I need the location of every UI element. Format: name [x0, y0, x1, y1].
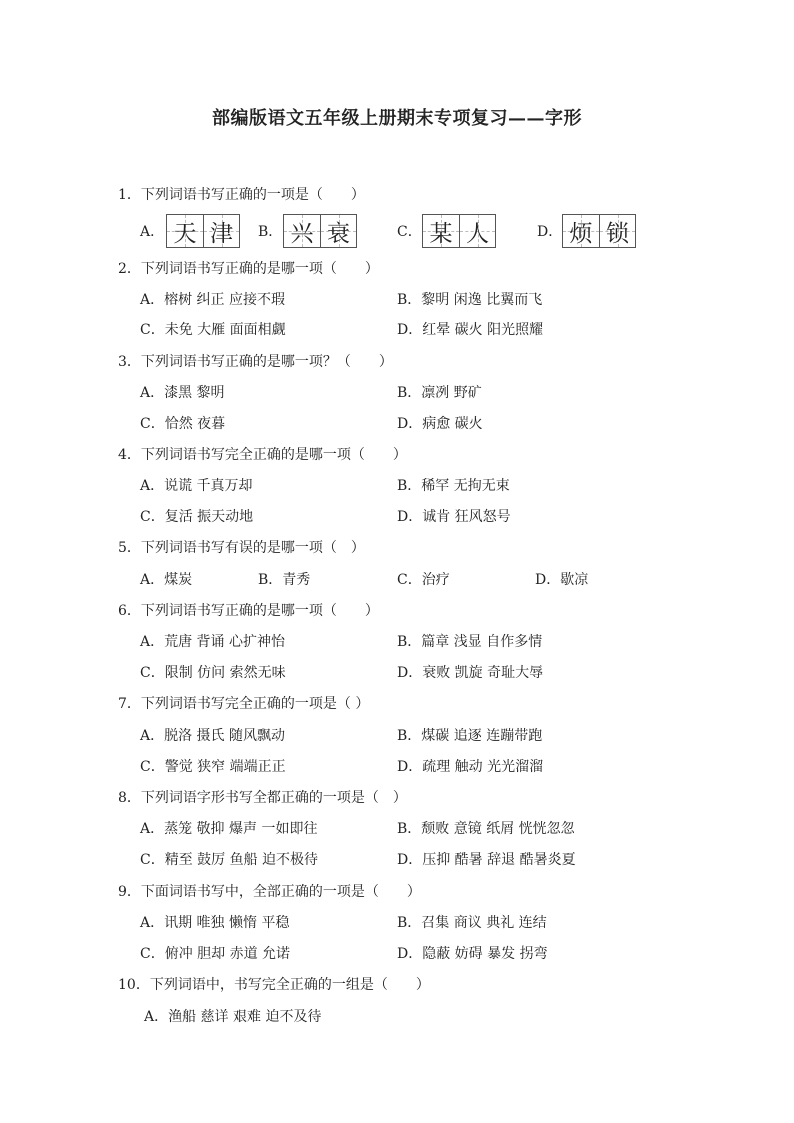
q7-option-c: C．警觉 狭窄 端端正正 [140, 759, 286, 775]
q7-option-a: A．脱洛 摄氏 随风飘动 [140, 728, 286, 744]
tianzige-cell: 衰 [320, 215, 356, 247]
question-10-stem: 10．下列词语中，书写完全正确的一组是（ ） [118, 977, 430, 993]
q5-option-a: A．煤炭 [140, 572, 193, 588]
q7-option-d: D．疏理 触动 光光溜溜 [397, 759, 544, 775]
question-2-stem: 2．下列词语书写正确的是哪一项（ ） [118, 261, 379, 277]
q6-option-b: B．篇章 浅显 自作多情 [397, 634, 543, 650]
q10-option-a: A．渔船 慈详 艰难 迫不及待 [144, 1009, 322, 1025]
question-1-stem: 1．下列词语书写正确的一项是（ ） [118, 187, 365, 203]
q3-option-d: D．病愈 碳火 [397, 416, 483, 432]
q8-option-b: B．颓败 意镜 纸屑 恍恍忽忽 [397, 821, 575, 837]
q4-option-b: B．稀罕 无拘无束 [397, 478, 510, 494]
q4-option-d: D．诚肯 狂风怒号 [397, 509, 511, 525]
q6-option-a: A．荒唐 背诵 心扩神怡 [140, 634, 286, 650]
q4-option-c: C．复活 振天动地 [140, 509, 254, 525]
question-9-stem: 9．下面词语书写中，全部正确的一项是（ ） [118, 884, 421, 900]
q4-option-a: A．说谎 千真万却 [140, 478, 253, 494]
q6-option-d: D．衰败 凯旋 奇耻大辱 [397, 665, 544, 681]
q2-option-c: C．未免 大雁 面面相觑 [140, 322, 286, 338]
question-6-stem: 6．下列词语书写正确的是哪一项（ ） [118, 603, 379, 619]
tianzige-cell: 某 [423, 215, 459, 247]
tianzige-cell: 烦 [563, 215, 599, 247]
q1-option-d-grid [562, 214, 636, 248]
question-4-stem: 4．下列词语书写完全正确的是哪一项（ ） [118, 447, 407, 463]
q1-option-a-label: A． [140, 224, 165, 240]
q5-option-c: C．治疗 [397, 572, 450, 588]
q9-option-a: A．讯期 唯独 懒惰 平稳 [140, 915, 290, 931]
q1-option-c-label: C． [397, 224, 422, 240]
q1-option-b-label: B． [258, 224, 283, 240]
q2-option-d: D．红晕 碳火 阳光照耀 [397, 322, 544, 338]
tianzige-cell: 天 [167, 215, 203, 247]
q1-option-b-grid [283, 214, 357, 248]
q9-option-c: C．俯冲 胆却 赤道 允诺 [140, 946, 291, 962]
q6-option-c: C．限制 仿问 索然无味 [140, 665, 286, 681]
q1-option-a-grid [166, 214, 240, 248]
question-7-stem: 7．下列词语书写完全正确的一项是（ ） [118, 696, 370, 712]
q8-option-c: C．精至 鼓厉 鱼船 迫不极待 [140, 852, 319, 868]
q7-option-b: B．煤碳 追逐 连蹦带跑 [397, 728, 543, 744]
q2-option-a: A．榕树 纠正 应接不瑕 [140, 292, 286, 308]
q1-option-d-label: D． [537, 224, 563, 240]
tianzige-cell: 兴 [284, 215, 320, 247]
tianzige-cell: 锁 [599, 215, 635, 247]
page-title: 部编版语文五年级上册期末专项复习——字形 [212, 108, 582, 129]
q8-option-a: A．蒸笼 敬抑 爆声 一如即往 [140, 821, 318, 837]
q1-option-c-grid [422, 214, 496, 248]
q5-option-b: B．青秀 [258, 572, 311, 588]
q3-option-b: B．凛冽 野矿 [397, 385, 482, 401]
q8-option-d: D．压抑 酷暑 辞退 酷暑炎夏 [397, 852, 576, 868]
tianzige-cell: 人 [459, 215, 495, 247]
question-8-stem: 8．下列词语字形书写全都正确的一项是（ ） [118, 790, 407, 806]
q5-option-d: D．歇凉 [535, 572, 589, 588]
q3-option-c: C．恰然 夜暮 [140, 416, 226, 432]
question-5-stem: 5．下列词语书写有误的是哪一项（ ） [118, 540, 365, 556]
tianzige-cell: 津 [203, 215, 239, 247]
q9-option-d: D．隐蔽 妨碍 暴发 拐弯 [397, 946, 548, 962]
q9-option-b: B．召集 商议 典礼 连结 [397, 915, 547, 931]
question-3-stem: 3．下列词语书写正确的是哪一项？（ ） [118, 354, 393, 370]
q3-option-a: A．漆黑 黎明 [140, 385, 225, 401]
q2-option-b: B．黎明 闲逸 比翼而飞 [397, 292, 543, 308]
